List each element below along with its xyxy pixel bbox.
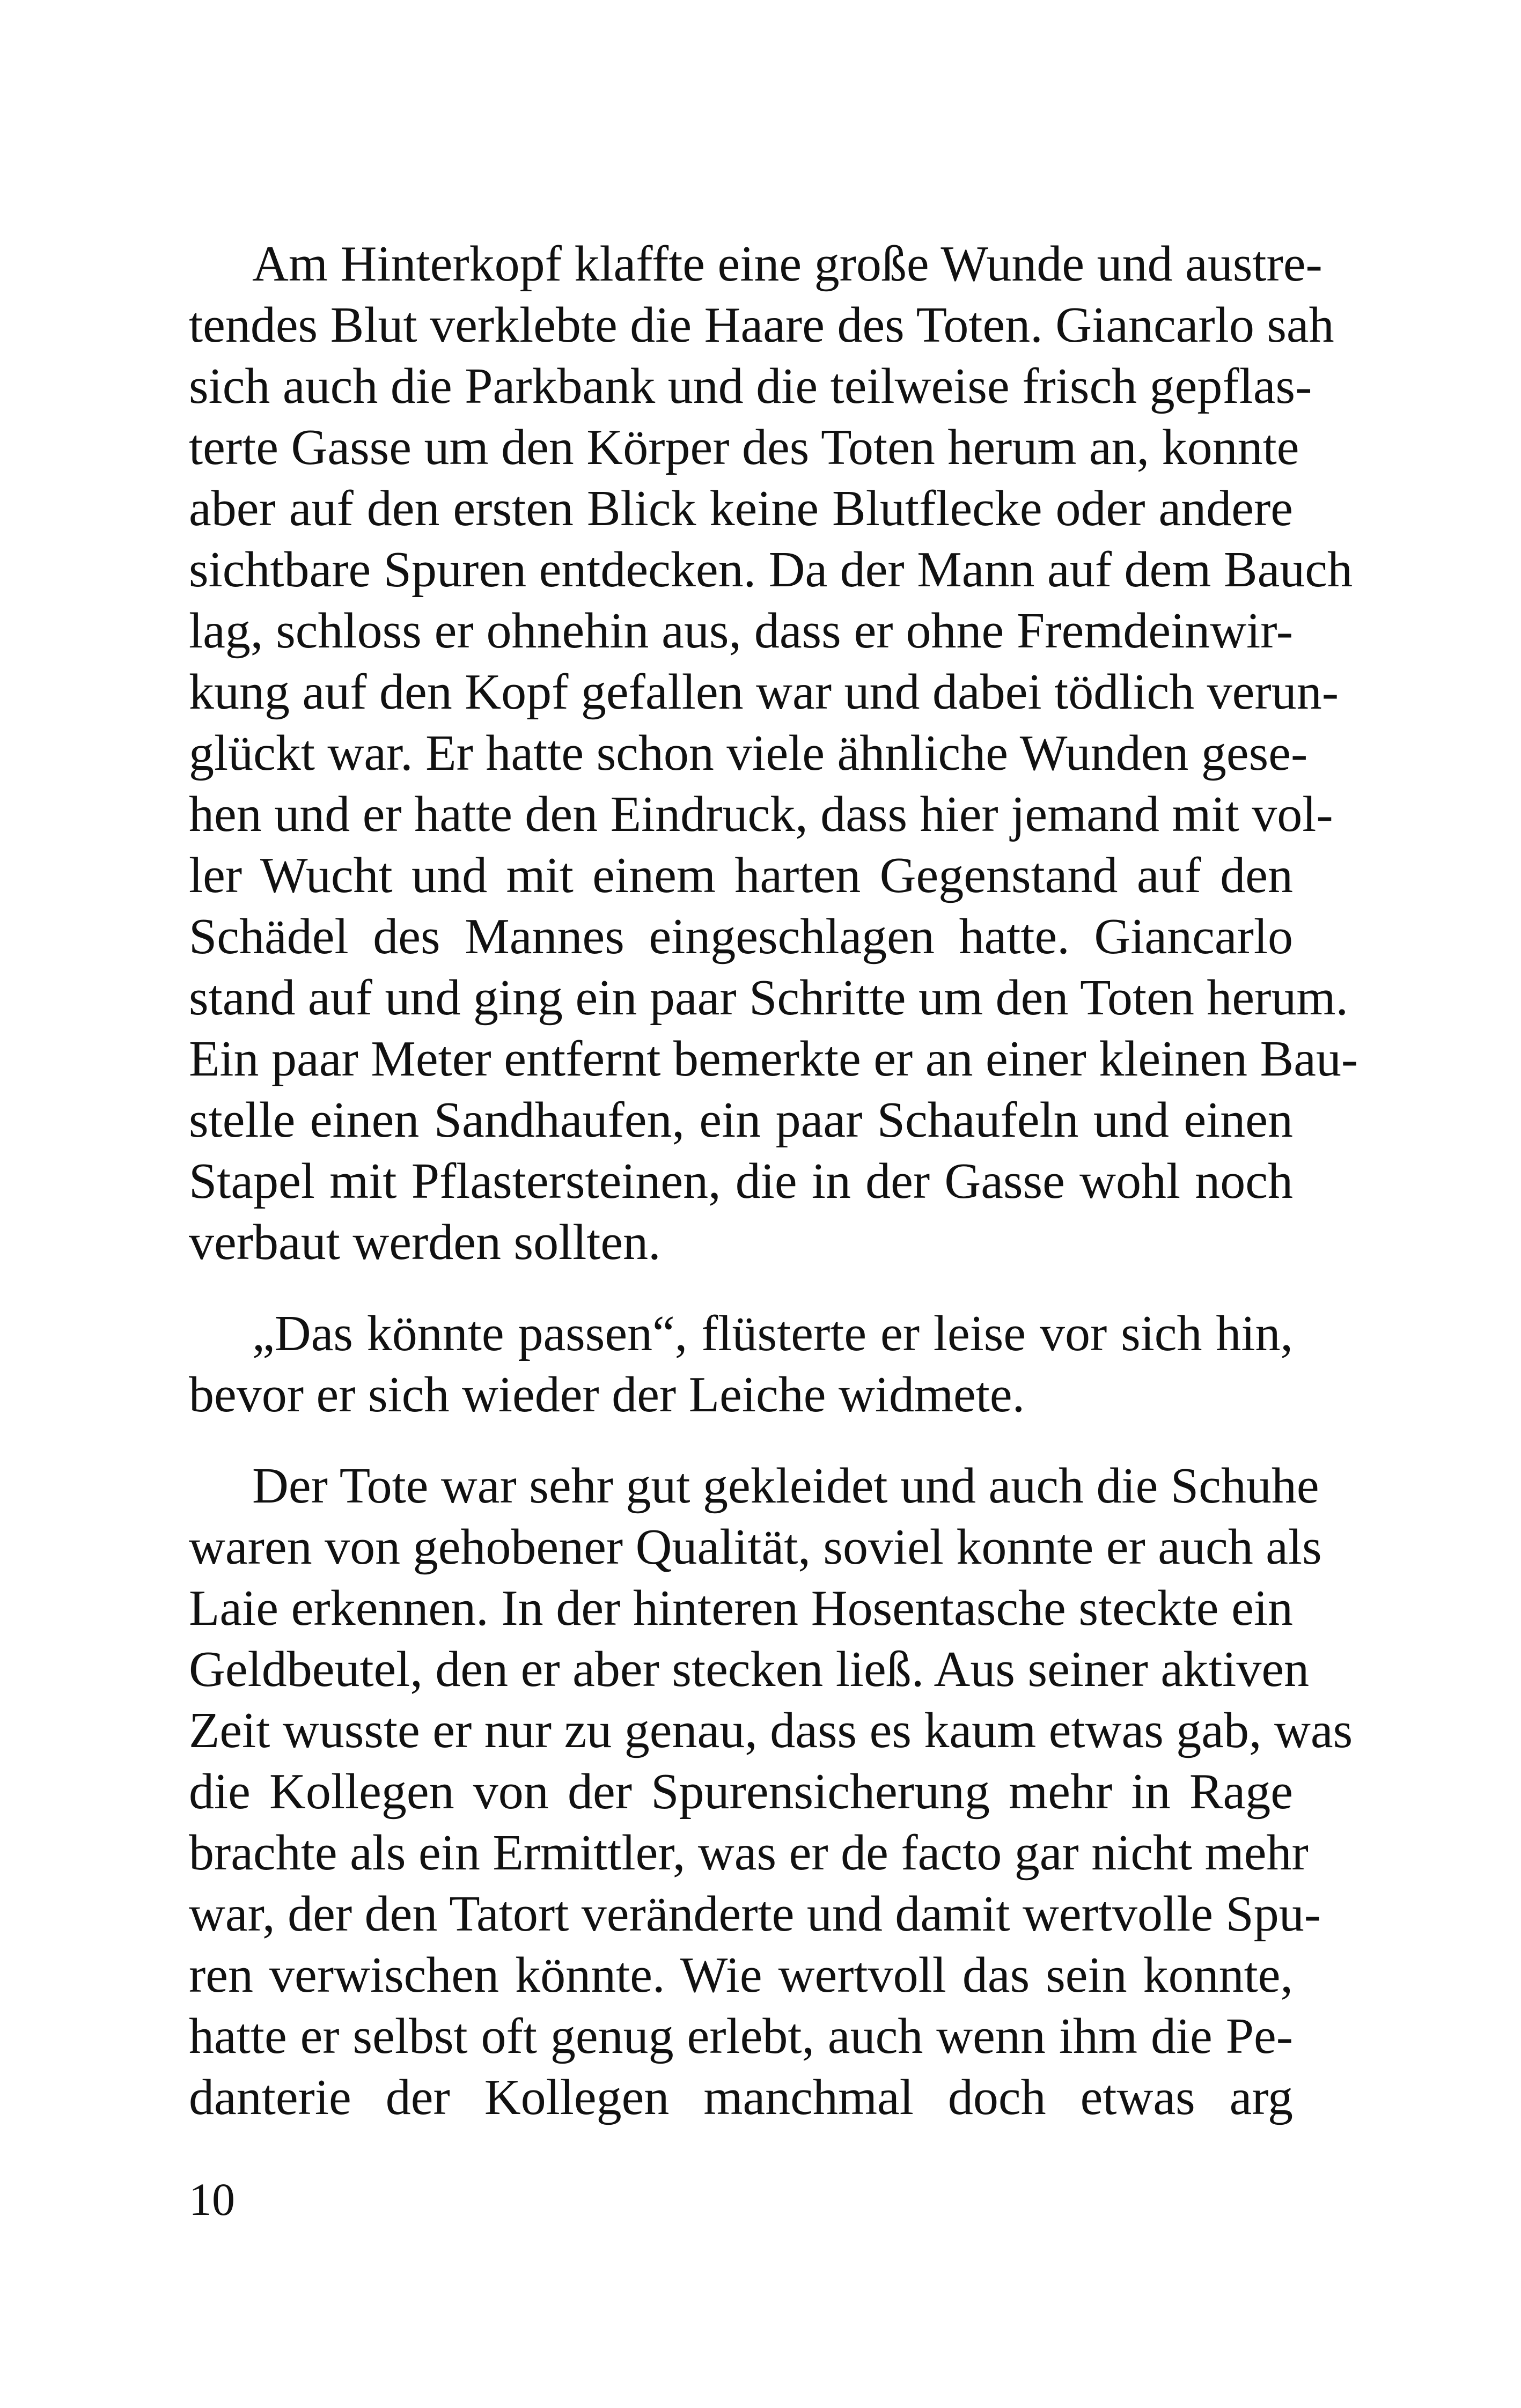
text-line: hen und er hatte den Eindruck, dass hier jemand mit vol- <box>189 786 1333 842</box>
page-number: 10 <box>189 2174 235 2225</box>
text-line: danterie der Kollegen manchmal doch etwas arg <box>189 2070 1293 2125</box>
text-line: war, der den Tatort veränderte und damit wertvolle Spu- <box>189 1886 1321 1942</box>
text-line: tendes Blut verklebte die Haare des Toten. Giancarlo sah <box>189 297 1334 353</box>
text-line: kung auf den Kopf gefallen war und dabei tödlich verun- <box>189 664 1339 720</box>
text-line: stand auf und ging ein paar Schritte um den Toten herum. <box>189 970 1348 1026</box>
text-line: Schädel des Mannes eingeschlagen hatte. Giancarlo <box>189 909 1293 964</box>
text-line: hatte er selbst oft genug erlebt, auch wenn ihm die Pe- <box>189 2008 1293 2064</box>
text-line: terte Gasse um den Körper des Toten herum an, konnte <box>189 419 1299 475</box>
text-line: stelle einen Sandhaufen, ein paar Schaufeln und einen <box>189 1092 1293 1148</box>
text-line: sichtbare Spuren entdecken. Da der Mann auf dem Bauch <box>189 542 1353 598</box>
text-line: ler Wucht und mit einem harten Gegenstand auf den <box>189 848 1293 903</box>
text-line: Zeit wusste er nur zu genau, dass es kaum etwas gab, was <box>189 1703 1353 1758</box>
paragraph-3 <box>189 1455 1353 2128</box>
text-line: Ein paar Meter entfernt bemerkte er an einer kleinen Bau- <box>189 1031 1358 1087</box>
text-line: ren verwischen könnte. Wie wertvoll das sein konnte, <box>189 1947 1293 2003</box>
paragraph-2 <box>189 1303 1293 1425</box>
text-line: „Das könnte passen“, flüsterte er leise vor sich hin, <box>252 1306 1293 1361</box>
text-line: bevor er sich wieder der Leiche widmete. <box>189 1367 1025 1423</box>
text-line: Geldbeutel, den er aber stecken ließ. Aus seiner aktiven <box>189 1641 1310 1697</box>
text-line: sich auch die Parkbank und die teilweise frisch gepflas- <box>189 358 1312 414</box>
text-line: waren von gehobener Qualität, soviel konnte er auch als <box>189 1519 1322 1575</box>
text-line: die Kollegen von der Spurensicherung mehr in Rage <box>189 1764 1293 1820</box>
text-line: aber auf den ersten Blick keine Blutflecke oder andere <box>189 481 1293 536</box>
text-line: Der Tote war sehr gut gekleidet und auch die Schuhe <box>252 1458 1319 1514</box>
text-line: glückt war. Er hatte schon viele ähnliche Wunden gese- <box>189 725 1308 781</box>
text-line: Stapel mit Pflastersteinen, die in der Gasse wohl noch <box>189 1153 1293 1209</box>
text-line: lag, schloss er ohnehin aus, dass er ohne Fremdeinwir- <box>189 603 1293 659</box>
paragraph-spacer <box>189 1425 1293 1455</box>
paragraph-1 <box>189 233 1358 1273</box>
text-line: Laie erkennen. In der hinteren Hosentasche steckte ein <box>189 1580 1293 1636</box>
body-text <box>189 233 1358 2128</box>
paragraph-spacer <box>189 1273 1293 1303</box>
text-line: Am Hinterkopf klaffte eine große Wunde und austre- <box>252 236 1322 292</box>
text-line: brachte als ein Ermittler, was er de facto gar nicht mehr <box>189 1825 1309 1881</box>
text-line: verbaut werden sollten. <box>189 1214 661 1270</box>
